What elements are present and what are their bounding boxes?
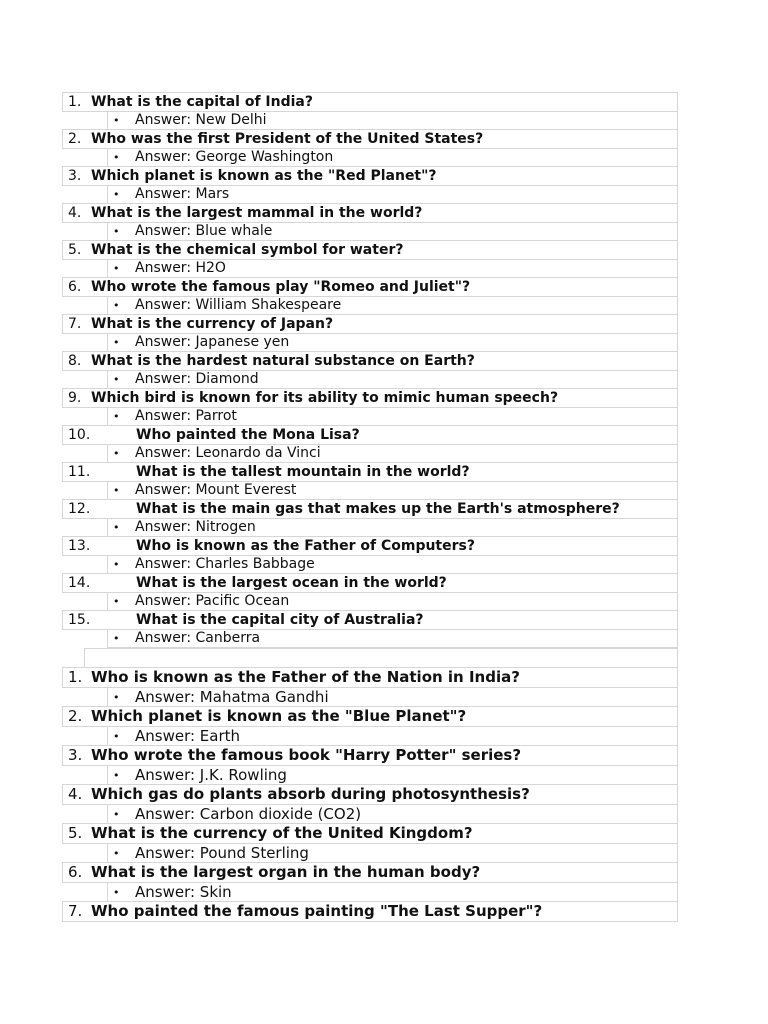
quiz-list-2 xyxy=(62,667,678,922)
answer-text: Answer: Parrot xyxy=(135,408,237,424)
answer-text: Answer: Canberra xyxy=(135,630,261,646)
bullet-icon: • xyxy=(113,847,120,860)
question-text: What is the largest organ in the human body? xyxy=(91,863,481,881)
bullet-icon: • xyxy=(113,151,120,164)
bullet-icon: • xyxy=(113,595,120,608)
question-text: Who was the first President of the United States? xyxy=(91,131,484,147)
bullet-icon: • xyxy=(113,484,120,497)
question-text: Who painted the famous painting "The Last Supper"? xyxy=(91,902,543,920)
answer-row xyxy=(107,726,678,746)
question-row xyxy=(62,784,678,805)
question-text: What is the largest ocean in the world? xyxy=(136,575,447,591)
question-row xyxy=(62,277,678,297)
question-number: 3. xyxy=(68,746,83,764)
answer-text: Answer: Diamond xyxy=(135,371,259,387)
quiz-document xyxy=(62,93,678,922)
question-row xyxy=(62,536,678,556)
bullet-icon: • xyxy=(113,188,120,201)
bullet-icon: • xyxy=(113,336,120,349)
question-text: Which planet is known as the "Blue Planet"? xyxy=(91,707,467,725)
question-row xyxy=(62,462,678,482)
answer-row xyxy=(107,481,678,500)
question-number: 9. xyxy=(68,390,82,406)
question-text: Who is known as the Father of Computers? xyxy=(136,538,475,554)
question-row xyxy=(62,573,678,593)
question-number: 7. xyxy=(68,316,82,332)
answer-row xyxy=(107,765,678,785)
answer-row xyxy=(107,370,678,389)
question-row xyxy=(62,388,678,408)
answer-text: Answer: Carbon dioxide (CO2) xyxy=(135,805,362,823)
answer-row xyxy=(107,843,678,863)
answer-text: Answer: William Shakespeare xyxy=(135,297,342,313)
question-number: 12. xyxy=(68,501,91,517)
bullet-icon: • xyxy=(113,521,120,534)
answer-row xyxy=(107,804,678,824)
question-number: 15. xyxy=(68,612,91,628)
bullet-icon: • xyxy=(113,730,120,743)
answer-text: Answer: Blue whale xyxy=(135,223,273,239)
answer-text: Answer: Mars xyxy=(135,186,230,202)
question-row xyxy=(62,129,678,149)
question-number: 2. xyxy=(68,131,82,147)
question-number: 5. xyxy=(68,824,83,842)
question-text: Who painted the Mona Lisa? xyxy=(136,427,360,443)
answer-row xyxy=(107,518,678,537)
answer-row xyxy=(107,296,678,315)
bullet-icon: • xyxy=(113,886,120,899)
question-number: 4. xyxy=(68,205,82,221)
bullet-icon: • xyxy=(113,558,120,571)
answer-row xyxy=(107,259,678,278)
question-text: Who wrote the famous play "Romeo and Juliet"? xyxy=(91,279,471,295)
question-text: What is the chemical symbol for water? xyxy=(91,242,404,258)
answer-text: Answer: Earth xyxy=(135,727,241,745)
answer-row xyxy=(107,629,678,648)
question-row xyxy=(62,901,678,922)
answer-text: Answer: Pacific Ocean xyxy=(135,593,290,609)
question-row xyxy=(62,610,678,630)
question-row xyxy=(62,240,678,260)
bullet-icon: • xyxy=(113,114,120,127)
bullet-icon: • xyxy=(113,410,120,423)
bullet-icon: • xyxy=(113,808,120,821)
question-number: 14. xyxy=(68,575,91,591)
question-number: 8. xyxy=(68,353,82,369)
answer-text: Answer: H2O xyxy=(135,260,226,276)
question-number: 1. xyxy=(68,668,83,686)
answer-row xyxy=(107,407,678,426)
answer-row xyxy=(107,444,678,463)
question-text: What is the tallest mountain in the world? xyxy=(136,464,470,480)
bullet-icon: • xyxy=(113,225,120,238)
bullet-icon: • xyxy=(113,262,120,275)
question-number: 5. xyxy=(68,242,82,258)
question-number: 3. xyxy=(68,168,82,184)
question-text: What is the hardest natural substance on Earth? xyxy=(91,353,475,369)
question-text: Which planet is known as the "Red Planet"? xyxy=(91,168,437,184)
quiz-list-1 xyxy=(62,92,678,648)
question-row xyxy=(62,203,678,223)
answer-text: Answer: Nitrogen xyxy=(135,519,256,535)
answer-row xyxy=(107,222,678,241)
answer-text: Answer: Mount Everest xyxy=(135,482,297,498)
question-row xyxy=(62,425,678,445)
bullet-icon: • xyxy=(113,299,120,312)
answer-row xyxy=(107,687,678,707)
question-number: 10. xyxy=(68,427,91,443)
answer-text: Answer: Pound Sterling xyxy=(135,844,309,862)
answer-row xyxy=(107,592,678,611)
question-number: 6. xyxy=(68,863,83,881)
separator-row xyxy=(84,648,678,668)
question-number: 6. xyxy=(68,279,82,295)
answer-text: Answer: J.K. Rowling xyxy=(135,766,287,784)
answer-row xyxy=(107,555,678,574)
answer-row xyxy=(107,882,678,902)
question-text: Who wrote the famous book "Harry Potter" series? xyxy=(91,746,522,764)
question-text: Who is known as the Father of the Nation in India? xyxy=(91,668,520,686)
question-row xyxy=(62,823,678,844)
answer-text: Answer: Leonardo da Vinci xyxy=(135,445,321,461)
bullet-icon: • xyxy=(113,373,120,386)
question-text: What is the capital of India? xyxy=(91,94,313,110)
answer-text: Answer: George Washington xyxy=(135,149,334,165)
answer-row xyxy=(107,148,678,167)
question-text: Which bird is known for its ability to mimic human speech? xyxy=(91,390,559,406)
question-number: 13. xyxy=(68,538,91,554)
question-row xyxy=(62,351,678,371)
question-row xyxy=(62,92,678,112)
bullet-icon: • xyxy=(113,691,120,704)
question-number: 1. xyxy=(68,94,82,110)
question-number: 7. xyxy=(68,902,83,920)
answer-text: Answer: Japanese yen xyxy=(135,334,290,350)
question-row xyxy=(62,499,678,519)
answer-text: Answer: Charles Babbage xyxy=(135,556,315,572)
question-row xyxy=(62,166,678,186)
question-text: What is the capital city of Australia? xyxy=(136,612,424,628)
bullet-icon: • xyxy=(113,769,120,782)
answer-text: Answer: New Delhi xyxy=(135,112,267,128)
question-row xyxy=(62,862,678,883)
answer-text: Answer: Mahatma Gandhi xyxy=(135,688,329,706)
bullet-icon: • xyxy=(113,632,120,645)
question-text: Which gas do plants absorb during photosynthesis? xyxy=(91,785,530,803)
question-row xyxy=(62,314,678,334)
question-number: 2. xyxy=(68,707,83,725)
question-row xyxy=(62,706,678,727)
question-number: 4. xyxy=(68,785,83,803)
question-row xyxy=(62,667,678,688)
question-text: What is the currency of Japan? xyxy=(91,316,334,332)
question-number: 11. xyxy=(68,464,91,480)
bullet-icon: • xyxy=(113,447,120,460)
answer-row xyxy=(107,333,678,352)
answer-text: Answer: Skin xyxy=(135,883,232,901)
question-row xyxy=(62,745,678,766)
answer-row xyxy=(107,111,678,130)
answer-row xyxy=(107,185,678,204)
question-text: What is the main gas that makes up the Earth's atmosphere? xyxy=(136,501,620,517)
question-text: What is the largest mammal in the world? xyxy=(91,205,423,221)
question-text: What is the currency of the United Kingdom? xyxy=(91,824,473,842)
